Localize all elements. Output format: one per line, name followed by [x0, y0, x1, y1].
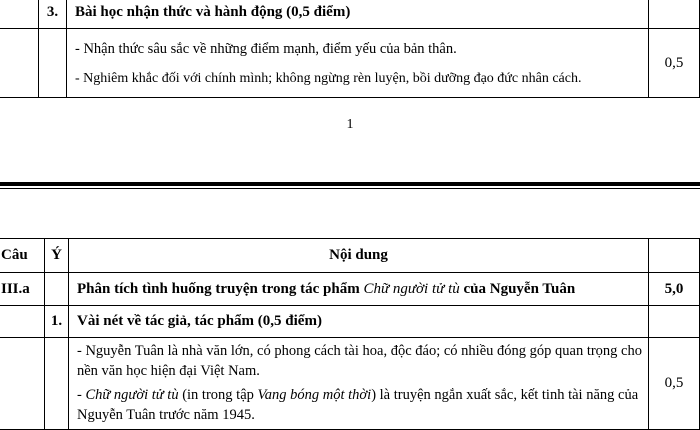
question-title-work: Chữ người tử tù [363, 280, 460, 297]
question-y-cell [45, 273, 69, 306]
question-score: 5,0 [649, 273, 700, 306]
content-bullet-2-work: Chữ người tử tù [85, 387, 179, 403]
top-content-row [0, 29, 700, 98]
content-bullet-2-post: ) là truyện ngắn xuất sắc, kết tinh tài năng của Nguyễn Tuân trước năm 1945. [77, 387, 639, 423]
content-bullet-2-dash: - [77, 387, 86, 403]
content-score: 0,5 [649, 338, 700, 430]
top-rubric-table [0, 0, 700, 98]
page-number: 1 [346, 117, 354, 132]
header-noidung: Nội dung [69, 239, 649, 273]
content-bullet-2 [77, 385, 642, 425]
top-section-title: Bài học nhận thức và hành động (0,5 điểm) [67, 0, 649, 29]
content-y-cell [45, 338, 69, 430]
content-row [0, 338, 700, 430]
question-row [0, 273, 700, 306]
top-bullet-2: - Nghiêm khắc đối với chính mình; không ngừng rèn luyện, bồi dưỡng đạo đức nhân cách. [75, 71, 582, 86]
part-row [0, 306, 700, 338]
top-bullet-1: - Nhận thức sâu sắc về những điểm mạnh, điểm yếu của bản thân. [75, 41, 457, 57]
top-score: 0,5 [649, 29, 700, 98]
top-content-cell [67, 29, 649, 98]
header-score-cell [649, 239, 700, 273]
content-bullet-2-mid: (in trong tập [178, 387, 258, 403]
top-section-number: 3. [39, 0, 67, 29]
top-section-row [0, 0, 700, 29]
header-row [0, 239, 700, 273]
content-bullet-2-collection: Vang bóng một thời [257, 387, 372, 403]
part-title: Vài nét về tác giả, tác phẩm (0,5 điểm) [69, 306, 649, 338]
bottom-rubric-table [0, 238, 700, 430]
question-title-post: của Nguyễn Tuân [459, 280, 576, 297]
question-id: III.a [0, 273, 45, 306]
page-break-thick-rule [0, 182, 700, 186]
top-cau-cell-2 [0, 29, 39, 98]
header-y: Ý [45, 239, 69, 273]
part-number: 1. [45, 306, 69, 338]
header-cau: Câu [0, 239, 45, 273]
question-title-pre: Phân tích tình huống truyện trong tác phẩm [77, 280, 364, 297]
content-cell [69, 338, 649, 430]
content-bullet-1: - Nguyễn Tuân là nhà văn lớn, có phong cách tài hoa, độc đáo; có nhiều đóng góp quan trọng cho nền văn học hiện đại Việt Nam. [77, 343, 642, 379]
top-cau-cell [0, 0, 39, 29]
content-cau-cell [0, 338, 45, 430]
page-break-thin-rule [0, 188, 700, 189]
top-y-cell-2 [39, 29, 67, 98]
part-cau-cell [0, 306, 45, 338]
top-section-score-cell [649, 0, 700, 29]
part-score-cell [649, 306, 700, 338]
question-title [69, 273, 649, 306]
